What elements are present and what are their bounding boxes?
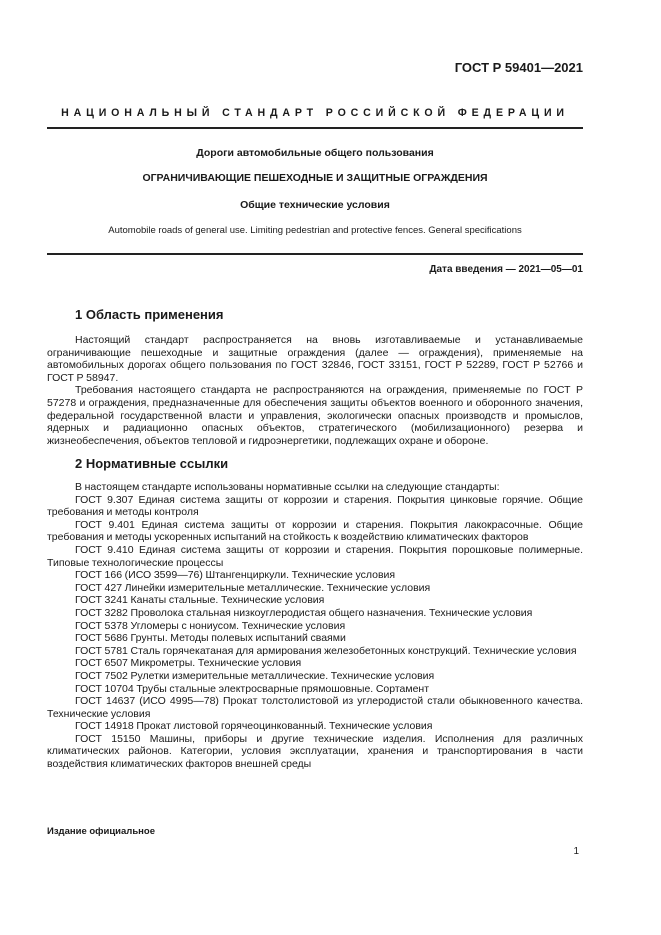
- document-subtitle: Общие технические условия: [240, 199, 390, 211]
- english-title: Automobile roads of general use. Limiting pedestrian and protective fences. General specifications: [108, 225, 522, 236]
- reference-item: ГОСТ 9.307 Единая система защиты от коррозии и старения. Покрытия цинковые горячие. Общие требования и методы контроля: [47, 493, 583, 519]
- paragraph: В настоящем стандарте использованы нормативные ссылки на следующие стандарты:: [75, 481, 500, 493]
- reference-item: ГОСТ 5378 Угломеры с нониусом. Технические условия: [75, 619, 346, 632]
- section-1-body: [47, 334, 583, 447]
- standard-number: ГОСТ Р 59401—2021: [454, 60, 583, 75]
- reference-item: ГОСТ 166 (ИСО 3599—76) Штангенциркули. Технические условия: [75, 569, 396, 582]
- section-2-body: [47, 481, 583, 771]
- reference-item: ГОСТ 9.410 Единая система защиты от коррозии и старения. Покрытия порошковые полимерные. Типовые технологические процессы: [47, 543, 583, 569]
- national-standard-banner: НАЦИОНАЛЬНЫЙ СТАНДАРТ РОССИЙСКОЙ ФЕДЕРАЦИИ: [61, 107, 569, 119]
- reference-item: ГОСТ 7502 Рулетки измерительные металлические. Технические условия: [75, 669, 435, 682]
- reference-item: ГОСТ 15150 Машины, приборы и другие технические изделия. Исполнения для различных климатических районов. Категории, условия эксплуатации, хранения и транспортирования в части воздействия климатических факторов внешней среды: [47, 732, 583, 771]
- section-2-heading: 2 Нормативные ссылки: [75, 456, 229, 471]
- reference-item: ГОСТ 5781 Сталь горячекатаная для армирования железобетонных конструкций. Технические условия: [75, 644, 577, 657]
- reference-item: ГОСТ 427 Линейки измерительные металлические. Технические условия: [75, 581, 431, 594]
- paragraph: Настоящий стандарт распространяется на вновь изготавливаемые и устанавливаемые ограничивающие пешеходные и защитные ограждения (далее — ограждения), применяемые на автомобильных дорогах общего пользования по ГОСТ 32846, ГОСТ 33151, ГОСТ Р 52289, ГОСТ Р 52766 и ГОСТ Р 58947.: [47, 334, 583, 384]
- reference-item: ГОСТ 14637 (ИСО 4995—78) Прокат толстолистовой из углеродистой стали обыкновенного качества. Технические условия: [47, 695, 583, 720]
- document-subject: Дороги автомобильные общего пользования: [196, 147, 434, 159]
- reference-item: ГОСТ 5686 Грунты. Методы полевых испытаний сваями: [75, 632, 346, 645]
- section-1-heading: 1 Область применения: [75, 307, 224, 322]
- introduction-date: Дата введения — 2021—05—01: [429, 264, 583, 275]
- page-number: 1: [573, 846, 579, 857]
- reference-item: ГОСТ 10704 Трубы стальные электросварные прямошовные. Сортамент: [75, 682, 430, 695]
- reference-item: ГОСТ 3241 Канаты стальные. Технические условия: [75, 594, 325, 607]
- reference-item: ГОСТ 6507 Микрометры. Технические условия: [75, 657, 302, 670]
- title-divider: [47, 253, 583, 255]
- reference-item: ГОСТ 9.401 Единая система защиты от коррозии и старения. Покрытия лакокрасочные. Общие требования и методы ускоренных испытаний на стойкость к воздействию климатических факторов: [47, 518, 583, 544]
- top-divider: [47, 127, 583, 129]
- official-edition-label: Издание официальное: [47, 826, 155, 837]
- reference-item: ГОСТ 3282 Проволока стальная низкоуглеродистая общего назначения. Технические условия: [75, 606, 533, 619]
- document-title: ОГРАНИЧИВАЮЩИЕ ПЕШЕХОДНЫЕ И ЗАЩИТНЫЕ ОГРАЖДЕНИЯ: [142, 172, 488, 184]
- paragraph: Требования настоящего стандарта не распространяются на ограждения, применяемые по ГОСТ Р 57278 и ограждения, предназначенные для обеспечения защиты объектов военного и оборонного значения, федеральной государственной власти и управления, экологически опасных производств и промыслов, ядерных и радиационно опасных объектов, стратегического (мобилизационного) резерва и жизнеобеспечения, объектов тепловой и гидроэнергетики, подлежащих охране и обороне.: [47, 384, 583, 447]
- reference-item: ГОСТ 14918 Прокат листовой горячеоцинкованный. Технические условия: [75, 720, 433, 733]
